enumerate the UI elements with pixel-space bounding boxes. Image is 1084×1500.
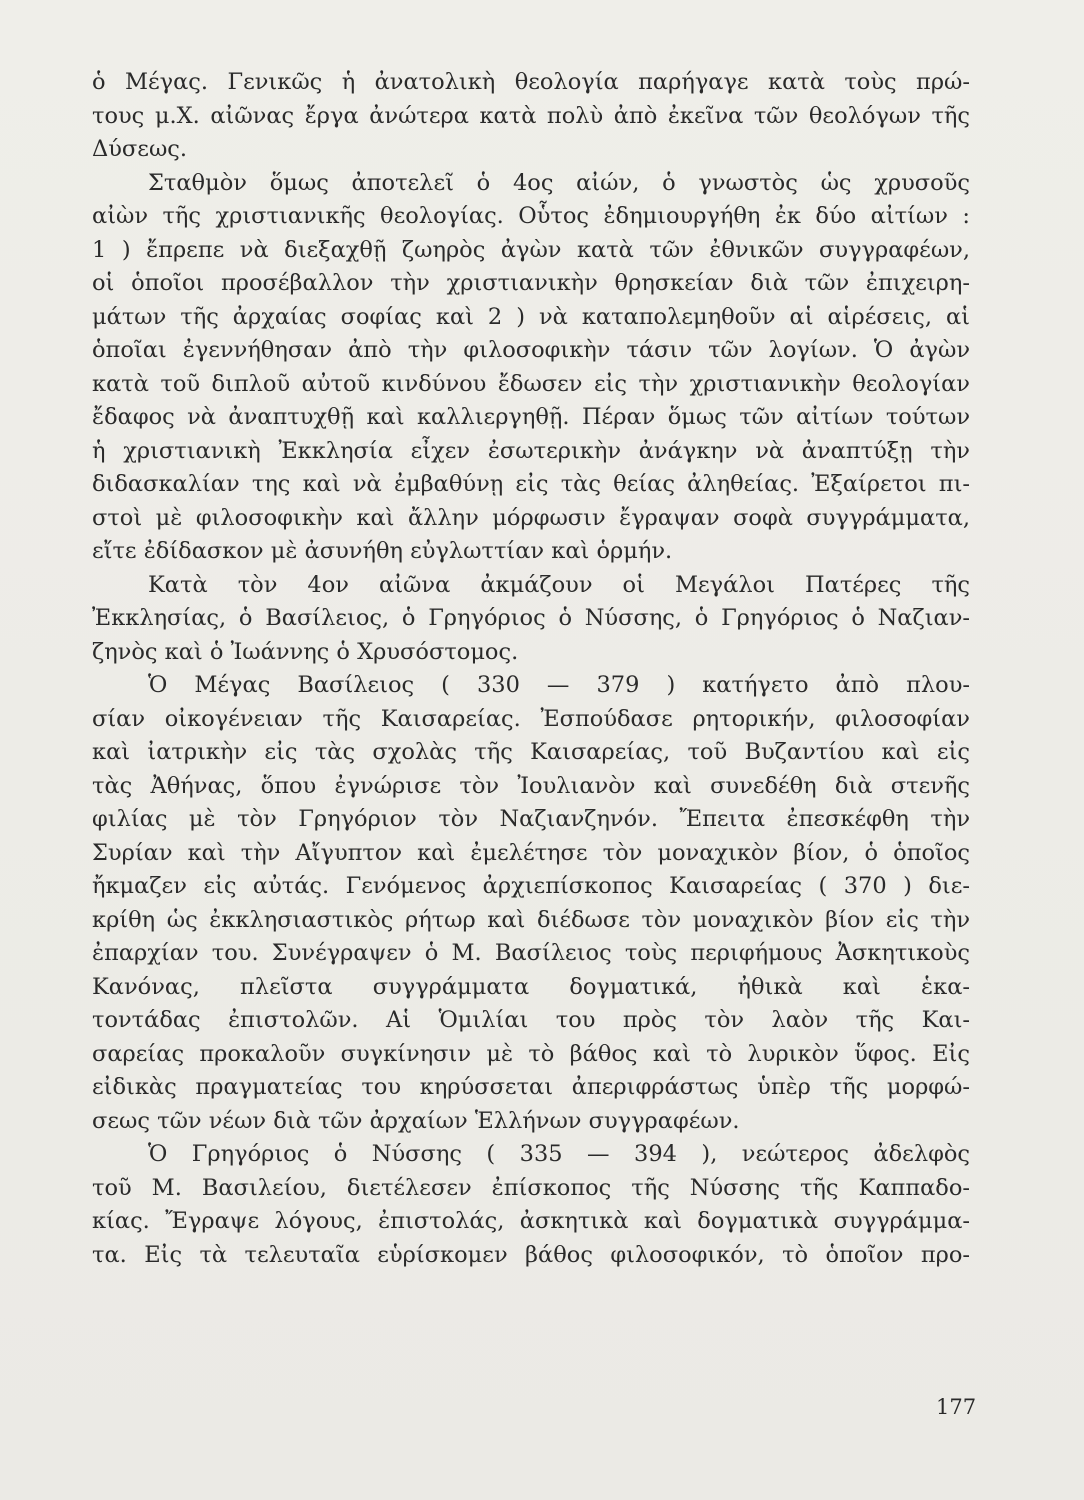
text-line: εἰδικὰς πραγματείας του κηρύσσεται ἀπεριφράστως ὑπὲρ τῆς μορφώ- [92, 1074, 970, 1100]
text-line: οἱ ὁποῖοι προσέβαλλον τὴν χριστιανικὴν θρησκείαν διὰ τῶν ἐπιχειρη- [92, 270, 970, 296]
text-line: διδασκαλίαν της καὶ νὰ ἐμβαθύνῃ εἰς τὰς θείας ἀληθείας. Ἐξαίρετοι πι- [92, 471, 970, 497]
text-line: 1 ) ἔπρεπε νὰ διεξαχθῇ ζωηρὸς ἀγὼν κατὰ τῶν ἐθνικῶν συγγραφέων, [92, 236, 970, 263]
text-line: κρίθη ὡς ἐκκλησιαστικὸς ρήτωρ καὶ διέδωσε τὸν μοναχικὸν βίον εἰς τὴν [92, 906, 970, 933]
text-line: αἰὼν τῆς χριστιανικῆς θεολογίας. Οὗτος ἐδημιουργήθη ἐκ δύο αἰτίων : [92, 203, 970, 229]
text-line: ὁποῖαι ἐγεννήθησαν ἀπὸ τὴν φιλοσοφικὴν τάσιν τῶν λογίων. Ὁ ἀγὼν [92, 337, 970, 363]
text-line: Δύσεως. [92, 136, 188, 162]
text-line: ἔδαφος νὰ ἀναπτυχθῇ καὶ καλλιεργηθῇ. Πέραν ὅμως τῶν αἰτίων τούτων [92, 404, 970, 430]
text-line: σεως τῶν νέων διὰ τῶν ἀρχαίων Ἑλλήνων συγγραφέων. [92, 1107, 740, 1134]
text-line: ἐπαρχίαν του. Συνέγραψεν ὁ Μ. Βασίλειος τοὺς περιφήμους Ἀσκητικοὺς [92, 940, 970, 966]
text-line: τοῦ Μ. Βασιλείου, διετέλεσεν ἐπίσκοπος τῆς Νύσσης τῆς Καππαδο- [92, 1174, 970, 1201]
text-line: σίαν οἰκογένειαν τῆς Καισαρείας. Ἐσπούδασε ρητορικήν, φιλοσοφίαν [92, 705, 970, 732]
text-line: κατὰ τοῦ διπλοῦ αὐτοῦ κινδύνου ἔδωσεν εἰς τὴν χριστιανικὴν θεολογίαν [92, 370, 970, 397]
paragraph-start-line: Σταθμὸν ὅμως ἀποτελεῖ ὁ 4ος αἰών, ὁ γνωστὸς ὡς χρυσοῦς [148, 169, 970, 196]
text-line: τους μ.Χ. αἰῶνας ἔργα ἀνώτερα κατὰ πολὺ ἀπὸ ἐκεῖνα τῶν θεολόγων τῆς [92, 102, 970, 129]
text-line: κίας. Ἔγραψε λόγους, ἐπιστολάς, ἀσκητικὰ καὶ δογματικὰ συγγράμμα- [92, 1208, 970, 1234]
paragraph-start-line: Ὁ Μέγας Βασίλειος ( 330 — 379 ) κατήγετο ἀπὸ πλου- [148, 672, 970, 698]
text-line: Ἐκκλησίας, ὁ Βασίλειος, ὁ Γρηγόριος ὁ Νύσσης, ὁ Γρηγόριος ὁ Ναζιαν- [92, 605, 970, 631]
paragraph-start-line: Κατὰ τὸν 4ον αἰῶνα ἀκμάζουν οἱ Μεγάλοι Πατέρες τῆς [148, 571, 970, 598]
text-line: στοὶ μὲ φιλοσοφικὴν καὶ ἄλλην μόρφωσιν ἔγραψαν σοφὰ συγγράμματα, [92, 504, 970, 531]
text-line: ἤκμαζεν εἰς αὐτάς. Γενόμενος ἀρχιεπίσκοπος Καισαρείας ( 370 ) διε- [92, 873, 970, 899]
text-line: καὶ ἰατρικὴν εἰς τὰς σχολὰς τῆς Καισαρείας, τοῦ Βυζαντίου καὶ εἰς [92, 739, 970, 765]
text-line: Συρίαν καὶ τὴν Αἴγυπτον καὶ ἐμελέτησε τὸν μοναχικὸν βίον, ὁ ὁποῖος [92, 839, 970, 866]
text-line: Κανόνας, πλεῖστα συγγράμματα δογματικά, ἠθικὰ καὶ ἑκα- [92, 973, 970, 1000]
text-line: φιλίας μὲ τὸν Γρηγόριον τὸν Ναζιανζηνόν. Ἔπειτα ἐπεσκέφθη τὴν [92, 806, 970, 832]
text-line: σαρείας προκαλοῦν συγκίνησιν μὲ τὸ βάθος καὶ τὸ λυρικὸν ὕφος. Εἰς [92, 1040, 970, 1067]
text-line: τα. Εἰς τὰ τελευταῖα εὑρίσκομεν βάθος φιλοσοφικόν, τὸ ὁποῖον προ- [92, 1241, 970, 1268]
body-text [92, 66, 970, 1272]
page-number: 177 [936, 1395, 977, 1419]
text-line: τὰς Ἀθήνας, ὅπου ἐγνώρισε τὸν Ἰουλιανὸν καὶ συνεδέθη διὰ στενῆς [92, 772, 970, 799]
text-line: μάτων τῆς ἀρχαίας σοφίας καὶ 2 ) νὰ καταπολεμηθοῦν αἱ αἱρέσεις, αἱ [92, 303, 970, 330]
text-line: ὁ Μέγας. Γενικῶς ἡ ἀνατολικὴ θεολογία παρήγαγε κατὰ τοὺς πρώ- [92, 69, 970, 95]
text-line: εἴτε ἐδίδασκον μὲ ἀσυνήθη εὐγλωττίαν καὶ ὁρμήν. [92, 538, 673, 564]
paragraph-start-line: Ὁ Γρηγόριος ὁ Νύσσης ( 335 — 394 ), νεώτερος ἀδελφὸς [148, 1141, 970, 1167]
text-line: τοντάδας ἐπιστολῶν. Αἱ Ὁμιλίαι του πρὸς τὸν λαὸν τῆς Και- [92, 1007, 970, 1033]
text-line: ἡ χριστιανικὴ Ἐκκλησία εἶχεν ἐσωτερικὴν ἀνάγκην νὰ ἀναπτύξῃ τὴν [92, 437, 970, 464]
text-line: ζηνὸς καὶ ὁ Ἰωάννης ὁ Χρυσόστομος. [92, 638, 519, 665]
